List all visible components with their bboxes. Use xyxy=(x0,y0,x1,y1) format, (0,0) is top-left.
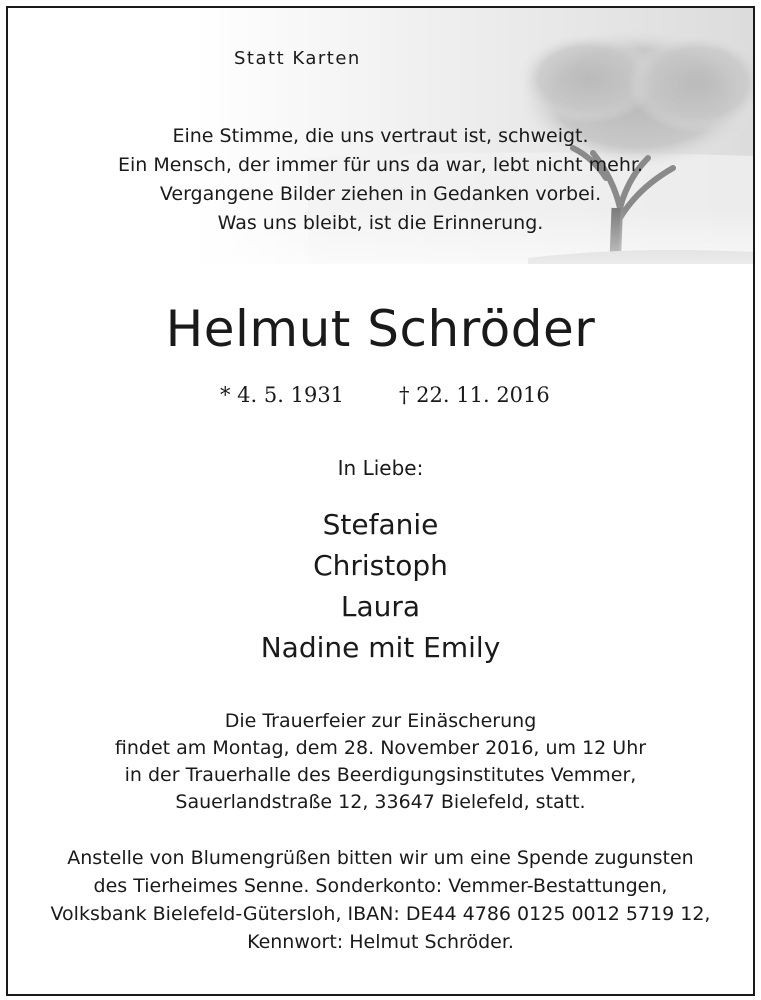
service-line: Die Trauerfeier zur Einäscherung xyxy=(224,710,537,732)
service-line: findet am Montag, dem 28. November 2016, um 12 Uhr xyxy=(114,737,647,759)
poem-line: Eine Stimme, die uns vertraut ist, schweigt. xyxy=(172,125,589,147)
donation-line: Volksbank Bielefeld-Gütersloh, IBAN: DE44 4786 0125 0012 5719 12, xyxy=(50,903,711,925)
poem-line: Vergangene Bilder ziehen in Gedanken vorbei. xyxy=(159,183,602,205)
mourner-name: Nadine mit Emily xyxy=(260,631,501,664)
mourner-name: Christoph xyxy=(313,549,448,582)
service-line: in der Trauerhalle des Beerdigungsinstitutes Vemmer, xyxy=(124,764,637,786)
statt-karten-heading: Statt Karten xyxy=(234,48,361,69)
service-line: Sauerlandstraße 12, 33647 Bielefeld, statt. xyxy=(175,791,586,813)
donation-line: Kennwort: Helmut Schröder. xyxy=(247,931,514,953)
birth-date: * 4. 5. 1931 xyxy=(220,383,345,407)
obituary-card xyxy=(6,6,755,996)
poem-line: Was uns bleibt, ist die Erinnerung. xyxy=(217,212,544,234)
deceased-name: Helmut Schröder xyxy=(165,300,596,358)
service-notice xyxy=(8,708,753,816)
donation-line: Anstelle von Blumengrüßen bitten wir um eine Spende zugunsten xyxy=(67,847,694,869)
mourners-list xyxy=(8,504,753,668)
death-date: † 22. 11. 2016 xyxy=(399,383,550,407)
mourners-intro: In Liebe: xyxy=(337,456,424,480)
donation-notice xyxy=(8,844,753,956)
mourner-name: Laura xyxy=(340,590,421,623)
poem xyxy=(8,122,753,238)
mourner-name: Stefanie xyxy=(322,508,439,541)
poem-line: Ein Mensch, der immer für uns da war, lebt nicht mehr. xyxy=(118,154,643,176)
donation-line: des Tierheimes Senne. Sonderkonto: Vemmer-Bestattungen, xyxy=(93,875,668,897)
